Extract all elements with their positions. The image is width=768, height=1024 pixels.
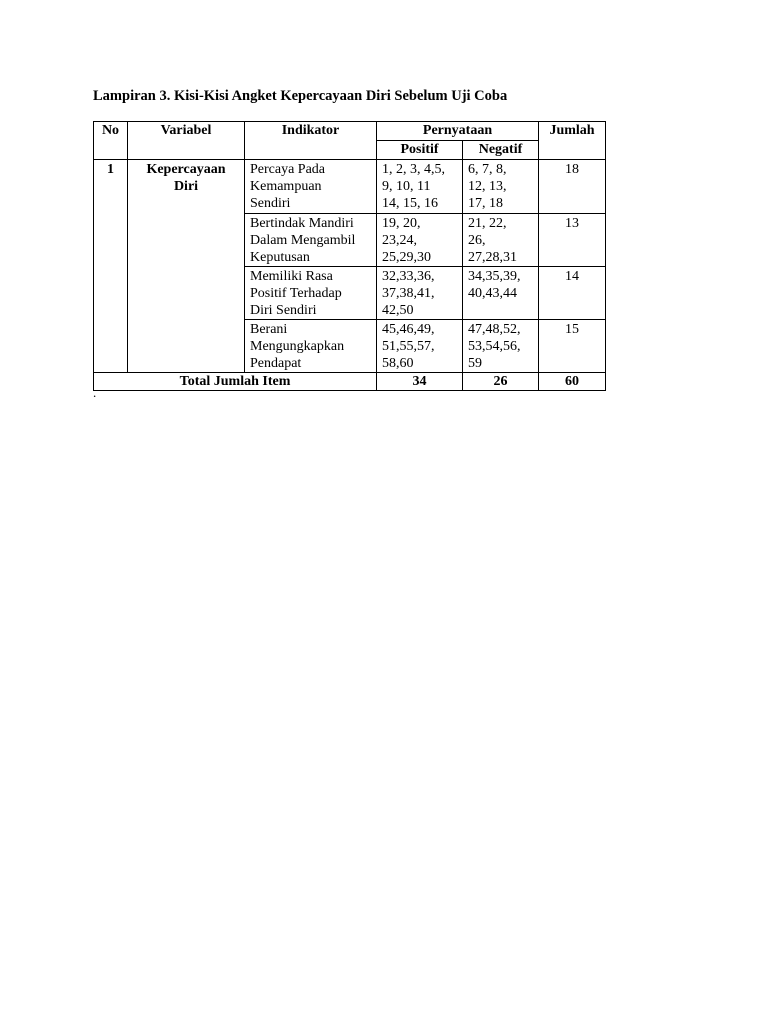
page-title: Lampiran 3. Kisi-Kisi Angket Kepercayaan Diri Sebelum Uji Coba (93, 88, 508, 104)
cell-positif: 1, 2, 3, 4,5, 9, 10, 11 14, 15, 16 (377, 160, 463, 214)
cell-positif: 32,33,36, 37,38,41, 42,50 (377, 267, 463, 320)
header-negatif: Negatif (463, 141, 539, 160)
cell-positif: 45,46,49, 51,55,57, 58,60 (377, 320, 463, 373)
header-variabel: Variabel (128, 122, 245, 160)
table-row (94, 160, 606, 214)
trailing-mark: . (93, 385, 97, 400)
table-header-row (94, 122, 606, 141)
header-jumlah: Jumlah (539, 122, 606, 160)
cell-jumlah: 14 (539, 267, 606, 320)
header-indikator: Indikator (245, 122, 377, 160)
cell-variabel: Kepercayaan Diri (128, 160, 245, 373)
header-no: No (94, 122, 128, 160)
cell-jumlah: 15 (539, 320, 606, 373)
header-pernyataan: Pernyataan (377, 122, 539, 141)
cell-negatif: 34,35,39, 40,43,44 (463, 267, 539, 320)
cell-negatif: 21, 22, 26, 27,28,31 (463, 214, 539, 267)
table-total-row (94, 373, 606, 391)
cell-negatif: 6, 7, 8, 12, 13, 17, 18 (463, 160, 539, 214)
cell-positif: 19, 20, 23,24, 25,29,30 (377, 214, 463, 267)
cell-no: 1 (94, 160, 128, 373)
total-jumlah: 60 (539, 373, 606, 391)
cell-indikator: Bertindak Mandiri Dalam Mengambil Keputusan (245, 214, 377, 267)
cell-negatif: 47,48,52, 53,54,56, 59 (463, 320, 539, 373)
header-positif: Positif (377, 141, 463, 160)
cell-jumlah: 13 (539, 214, 606, 267)
cell-jumlah: 18 (539, 160, 606, 214)
total-negatif: 26 (463, 373, 539, 391)
cell-indikator: Percaya Pada Kemampuan Sendiri (245, 160, 377, 214)
total-positif: 34 (377, 373, 463, 391)
kisi-kisi-table (93, 121, 606, 391)
total-label: Total Jumlah Item (94, 373, 377, 391)
cell-indikator: Memiliki Rasa Positif Terhadap Diri Sendiri (245, 267, 377, 320)
cell-indikator: Berani Mengungkapkan Pendapat (245, 320, 377, 373)
